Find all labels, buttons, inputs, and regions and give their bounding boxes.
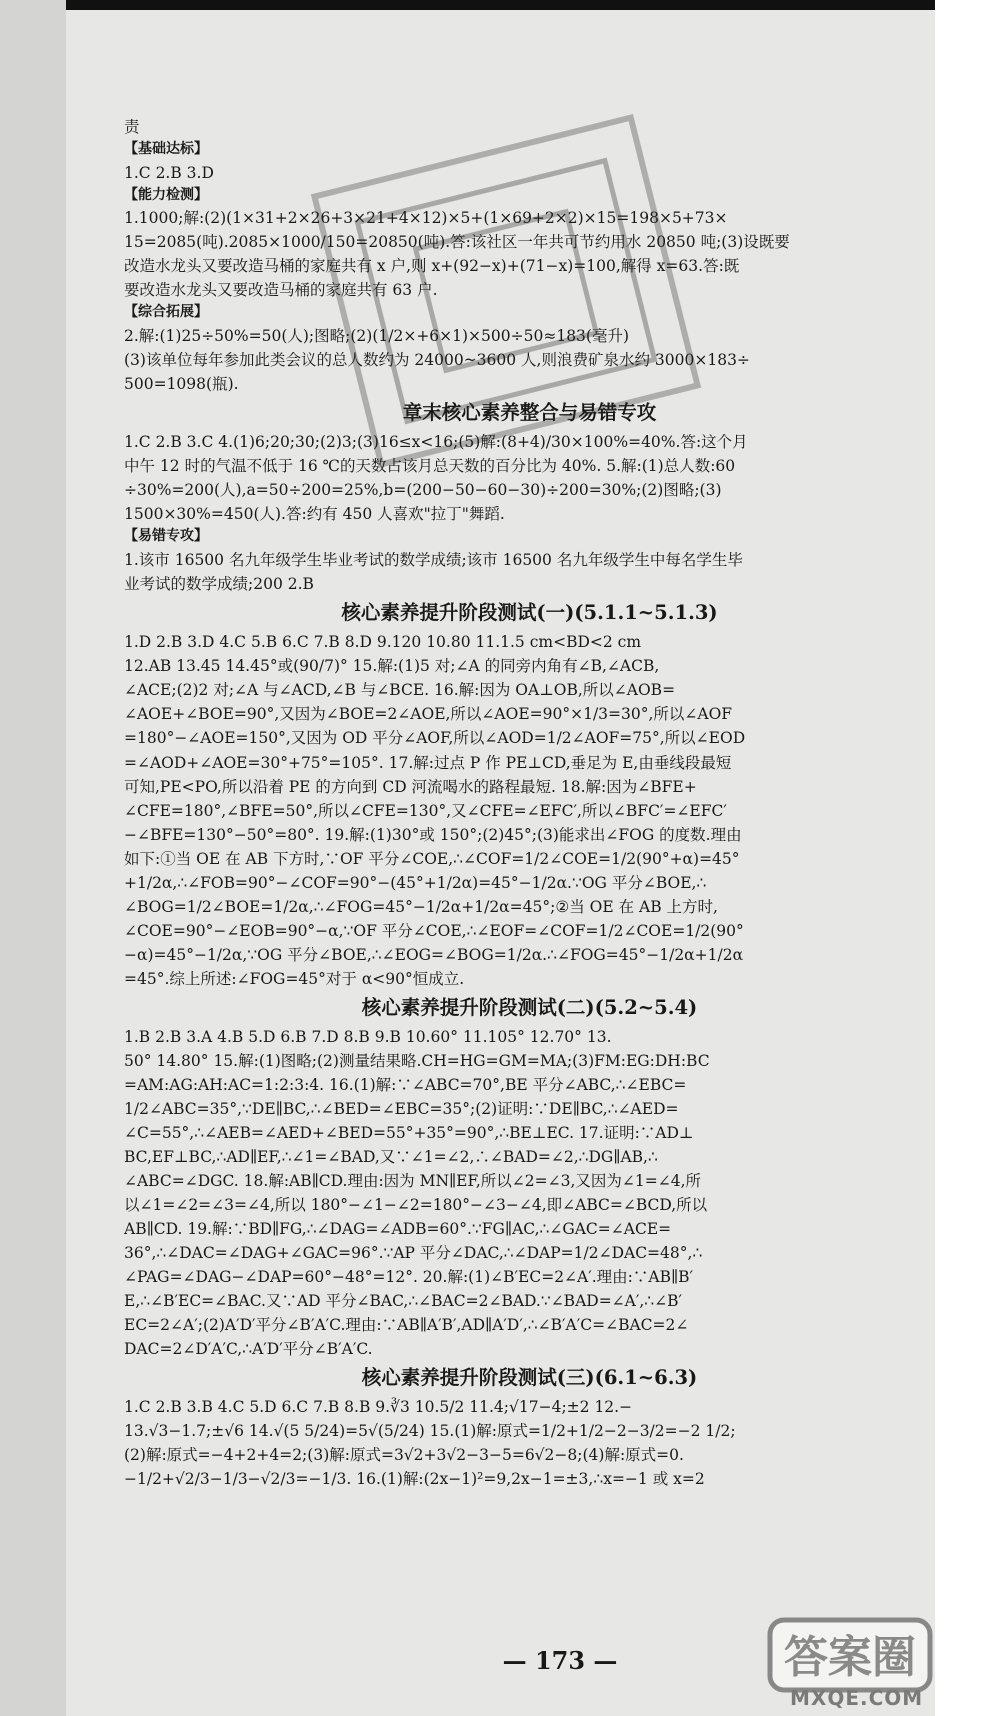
text-line: ∠C=55°,∴∠AEB=∠AED+∠BED=55°+35°=90°,∴BE⊥EC. 17.证明:∵AD⊥ [124, 1123, 694, 1142]
text-line: ∠PAG=∠DAG−∠DAP=60°−48°=12°. 20.解:(1)∠B′EC=2∠A′.理由:∵AB∥B′ [124, 1268, 694, 1287]
section-heading: 章末核心素养整合与易错专攻 [402, 401, 657, 425]
text-line: 如下:①当 OE 在 AB 下方时,∵OF 平分∠COE,∴∠COF=1/2∠COE=1/2(90°+α)=45° [124, 849, 740, 868]
text-line: 可知,PE<PO,所以沿着 PE 的方向到 CD 河流喝水的路程最短. 18.解:因为∠BFE+ [124, 777, 697, 796]
text-line: 1.C 2.B 3.C 4.(1)6;20;30;(2)3;(3)16≤x<16;(5)解:(8+4)/30×100%=40%.答:这个月 [124, 433, 748, 452]
text-line: 1.该市 16500 名九年级学生毕业考试的数学成绩;该市 16500 名九年级学生中每名学生毕 [124, 551, 743, 570]
section-tag: 【综合拓展】 [124, 304, 208, 321]
section-tag: 【基础达标】 [124, 141, 208, 158]
text-line: 13.√3−1.7;±√6 14.√(5 5/24)=5√(5/24) 15.(1)解:原式=1/2+1/2−2−3/2=−2 1/2; [124, 1422, 736, 1441]
text-line: 业考试的数学成绩;200 2.B [124, 575, 314, 594]
text-line: +1/2α,∴∠FOB=90°−∠COF=90°−(45°+1/2α)=45°−1/2α.∵OG 平分∠BOE,∴ [124, 873, 707, 892]
text-line: AB∥CD. 19.解:∵BD∥FG,∴∠DAG=∠ADB=60°.∵FG∥AC,∴∠GAC=∠ACE= [124, 1220, 672, 1238]
text-line: ∠AOE+∠BOE=90°,又因为∠BOE=2∠AOE,所以∠AOE=90°×1/3=30°,所以∠AOF [124, 705, 733, 724]
page-number-value: 173 [534, 1646, 586, 1675]
text-line: −1/2+√2/3−1/3−√2/3=−1/3. 16.(1)解:(2x−1)²=9,2x−1=±3,∴x=−1 或 x=2 [124, 1470, 705, 1489]
text-line: ÷30%=200(人),a=50÷200=25%,b=(200−50−60−30)÷200=30%;(2)图略;(3) [124, 481, 722, 500]
section-tag: 【能力检测】 [124, 186, 208, 203]
text-line: −α)=45°−1/2α,∵OG 平分∠BOE,∴∠EOG=∠BOG=1/2α.∴∠FOG=45°−1/2α+1/2α [124, 945, 744, 964]
text-line: =180°−∠AOE=150°,又因为 OD 平分∠AOF,所以∠AOD=1/2∠AOF=75°,所以∠EOD [124, 729, 746, 748]
section-tag: 【易错专攻】 [124, 528, 208, 545]
text-line: E,∴∠B′EC=∠BAC.又∵AD 平分∠BAC,∴∠BAC=2∠BAD.∵∠BAD=∠A′,∴∠B′ [124, 1292, 683, 1311]
text-line: 36°,∴∠DAC=∠DAG+∠GAC=96°.∵AP 平分∠DAC,∴∠DAP=1/2∠DAC=48°,∴ [124, 1244, 703, 1263]
text-line: ∠ABC=∠DGC. 18.解:AB∥CD.理由:因为 MN∥EF,所以∠2=∠3,又因为∠1=∠4,所 [124, 1171, 701, 1190]
logo-text: 答案圈 [784, 1632, 916, 1683]
section-heading: 核心素养提升阶段测试(三)(6.1~6.3) [361, 1366, 698, 1390]
page-left-edge [0, 0, 66, 1716]
text-line: 改造水龙头又要改造马桶的家庭共有 x 户,则 x+(92−x)+(71−x)=100,解得 x=63.答:既 [124, 257, 740, 276]
text-line: 2.解:(1)25÷50%=50(人);图略;(2)(1/2×+6×1)×500÷50≈183(毫升) [124, 327, 630, 346]
watermark-url: MXQE.COM [790, 1686, 924, 1710]
text-line: DAC=2∠D′A′C,∴A′D′平分∠B′A′C. [124, 1340, 373, 1359]
text-line: 1.B 2.B 3.A 4.B 5.D 6.B 7.D 8.B 9.B 10.60° 11.105° 12.70° 13. [124, 1027, 612, 1046]
text-line: 1.C 2.B 3.D [124, 163, 214, 182]
text-line: 1/2∠ABC=35°,∵DE∥BC,∴∠BED=∠EBC=35°;(2)证明:∵DE∥BC,∴∠AED= [124, 1099, 679, 1118]
text-line: 12.AB 13.45 14.45°或(90/7)° 15.解:(1)5 对;∠A 的同旁内角有∠B,∠ACB, [124, 657, 660, 676]
text-line: =AM:AG:AH:AC=1:2:3:4. 16.(1)解:∵∠ABC=70°,BE 平分∠ABC,∴∠EBC= [124, 1075, 687, 1094]
text-line: 1.D 2.B 3.D 4.C 5.B 6.C 7.B 8.D 9.120 10.80 11.1.5 cm<BD<2 cm [124, 633, 642, 652]
text-line: 500=1098(瓶). [124, 375, 239, 394]
text-line: EC=2∠A′;(2)A′D′平分∠B′A′C.理由:∵AB∥A′B′,AD∥A′D′,∴∠B′A′C=∠BAC=2∠ [124, 1316, 689, 1335]
text-line: 50° 14.80° 15.解:(1)图略;(2)测量结果略.CH=HG=GM=MA;(3)FM:EG:DH:BC [124, 1051, 710, 1070]
text-line: 15=2085(吨).2085×1000/150=20850(吨).答:该社区一年共可节约用水 20850 吨;(3)设既要 [124, 233, 790, 252]
section-heading: 核心素养提升阶段测试(一)(5.1.1~5.1.3) [341, 601, 718, 625]
text-line: =45°.综上所述:∠FOG=45°对于 α<90°恒成立. [124, 969, 465, 988]
text-line: 要改造水龙头又要改造马桶的家庭共有 63 户. [124, 281, 438, 300]
text-line: 1500×30%=450(人).答:约有 450 人喜欢"拉丁"舞蹈. [124, 505, 505, 524]
text-line: 1.C 2.B 3.B 4.C 5.D 6.C 7.B 8.B 9.∛3 10.5/2 11.4;√17−4;±2 12.− [124, 1398, 633, 1417]
text-line: 责 [124, 118, 140, 136]
section-heading: 核心素养提升阶段测试(二)(5.2~5.4) [361, 995, 698, 1019]
text-line: 以∠1=∠2=∠3=∠4,所以 180°−∠1−∠2=180°−∠3−∠4,即∠ABC=∠BCD,所以 [124, 1195, 708, 1214]
text-line: −∠BFE=130°−50°=80°. 19.解:(1)30°或 150°;(2)45°;(3)能求出∠FOG 的度数.理由 [124, 825, 742, 844]
page-number: — 173 — [502, 1646, 618, 1675]
text-line: =∠AOD+∠AOE=30°+75°=105°. 17.解:过点 P 作 PE⊥CD,垂足为 E,由垂线段最短 [124, 753, 732, 772]
text-line: BC,EF⊥BC,∴AD∥EF,∴∠1=∠BAD,又∵∠1=∠2,∴∠BAD=∠2,∴DG∥AB,∴ [124, 1147, 658, 1166]
text-line: (2)解:原式=−4+2+4=2;(3)解:原式=3√2+3√2−3−5=6√2−8;(4)解:原式=0. [124, 1446, 684, 1465]
text-line: ∠ACE;(2)2 对;∠A 与∠ACD,∠B 与∠BCE. 16.解:因为 OA⊥OB,所以∠AOB= [124, 681, 676, 700]
text-line: ∠BOG=1/2∠BOE=1/2α,∴∠FOG=45°−1/2α+1/2α=45°;②当 OE 在 AB 上方时, [124, 897, 718, 916]
text-line: ∠COE=90°−∠EOB=90°−α,∵OF 平分∠COE,∴∠EOF=∠COF=1/2∠COE=1/2(90° [124, 921, 744, 940]
text-line: ∠CFE=180°,∠BFE=50°,所以∠CFE=130°,又∠CFE=∠EFC′,所以∠BFC′=∠EFC′ [124, 801, 727, 820]
text-line: 1.1000;解:(2)(1×31+2×26+3×21+4×12)×5+(1×69+2×2)×15=198×5+73× [124, 209, 728, 228]
text-line: (3)该单位每年参加此类会议的总人数约为 24000~3600 人,则浪费矿泉水约 3000×183÷ [124, 351, 750, 370]
top-border [0, 0, 935, 10]
text-line: 中午 12 时的气温不低于 16 ℃的天数占该月总天数的百分比为 40%. 5.解:(1)总人数:60 [124, 457, 736, 476]
